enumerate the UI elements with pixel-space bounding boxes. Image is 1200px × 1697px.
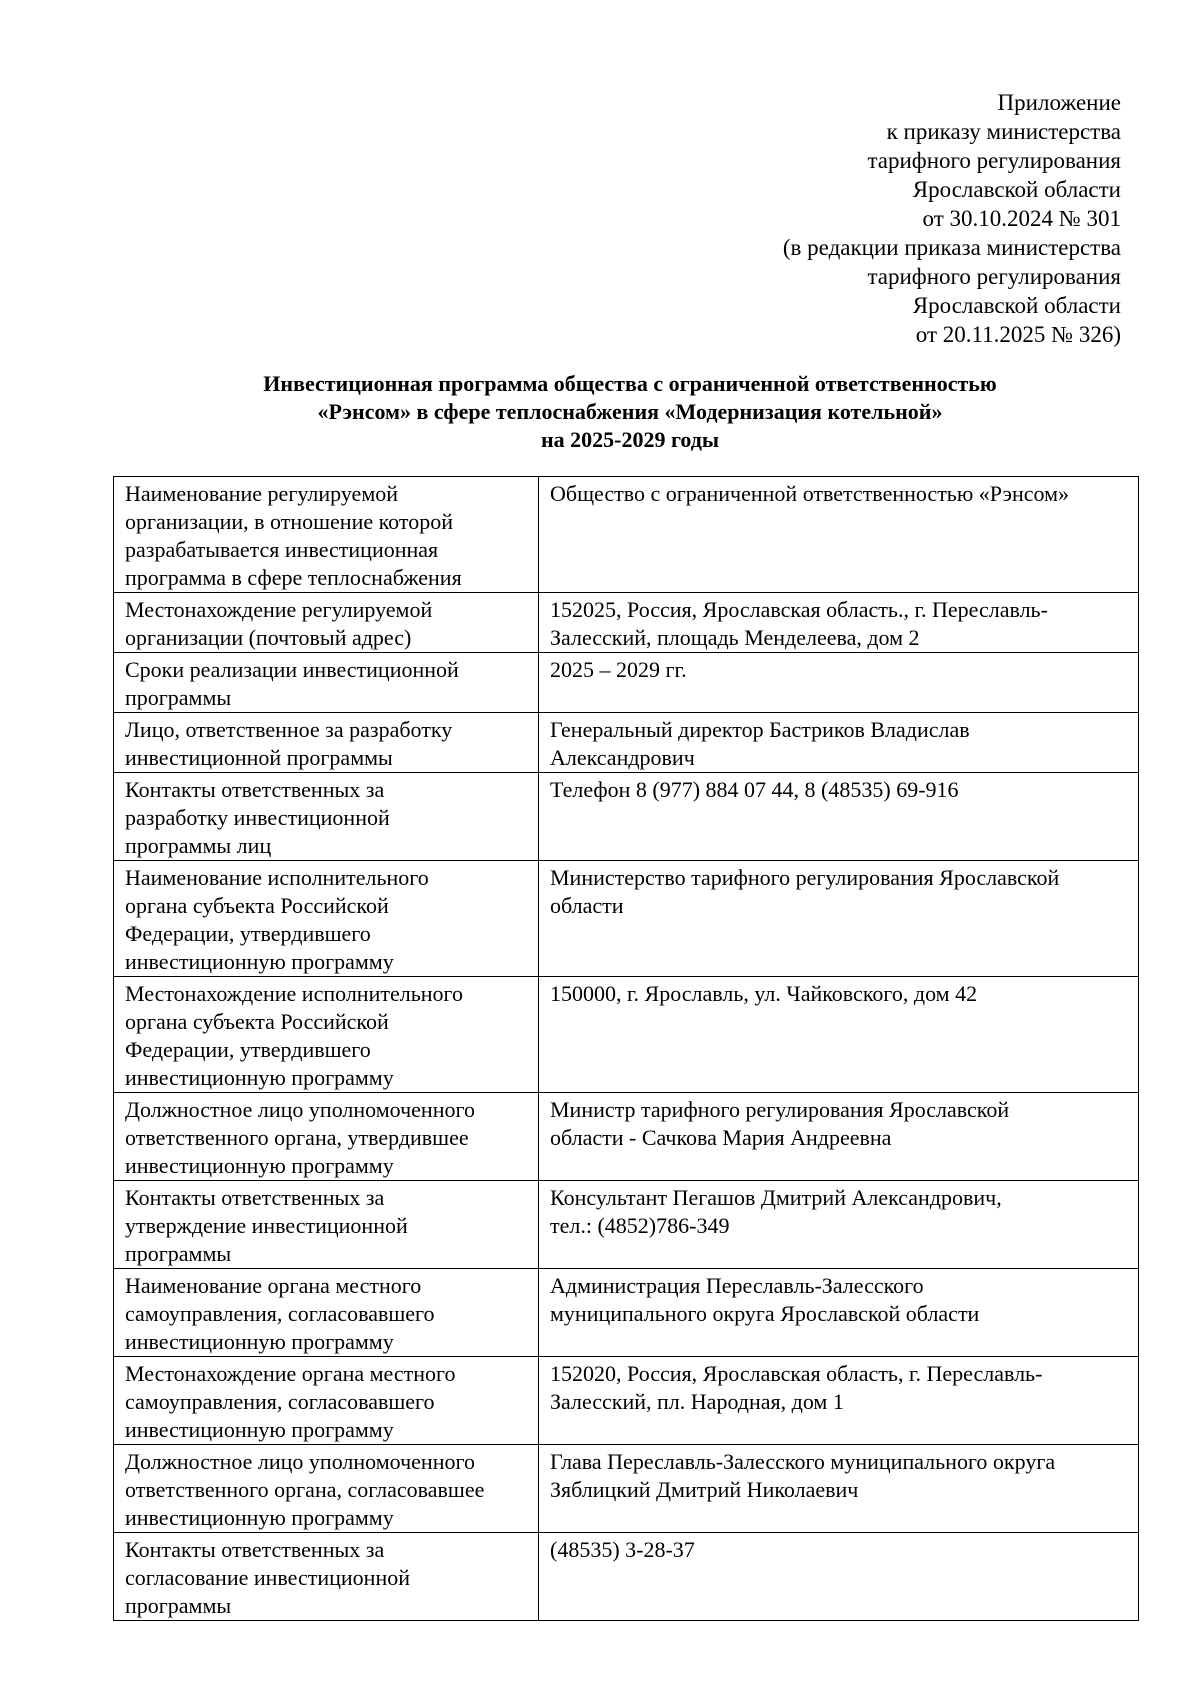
document-title (180, 370, 1080, 454)
row-value-cell (539, 1445, 1139, 1533)
appendix-line: (в редакции приказа министерства (782, 235, 1121, 260)
title-line: на 2025-2029 годы (540, 427, 720, 452)
table-row (114, 1357, 1139, 1445)
row-label-cell (114, 653, 539, 713)
row-label-cell (114, 713, 539, 773)
row-value-cell (539, 1269, 1139, 1357)
appendix-line: к приказу министерства (886, 119, 1121, 144)
row-label-cell (114, 1093, 539, 1181)
appendix-line: от 30.10.2024 № 301 (922, 206, 1121, 231)
table-row (114, 1269, 1139, 1357)
table-row (114, 713, 1139, 773)
table-row (114, 1445, 1139, 1533)
table-row (114, 1181, 1139, 1269)
appendix-line: Ярославской области (912, 177, 1121, 202)
row-value-cell (539, 773, 1139, 861)
row-label-cell (114, 1533, 539, 1621)
row-value-cell (539, 593, 1139, 653)
row-value: Консультант Пегашов Дмитрий Александрович, тел.: (4852)786-349 (550, 1185, 1002, 1238)
row-label-cell (114, 477, 539, 593)
row-value: 150000, г. Ярославль, ул. Чайковского, дом 42 (550, 981, 978, 1006)
table-row (114, 653, 1139, 713)
table-row (114, 977, 1139, 1093)
table-row (114, 477, 1139, 593)
row-value: Администрация Переславль-Залесского муниципального округа Ярославской области (550, 1273, 980, 1326)
row-value: Министр тарифного регулирования Ярославской области - Сачкова Мария Андреевна (550, 1097, 1010, 1150)
row-value: (48535) 3-28-37 (550, 1537, 695, 1562)
appendix-line: Приложение (997, 90, 1121, 115)
row-label: Контакты ответственных за утверждение инвестиционной программы (125, 1185, 408, 1266)
row-label: Контакты ответственных за согласование инвестиционной программы (125, 1537, 410, 1618)
row-label: Местонахождение органа местного самоуправления, согласовавшего инвестиционную программу (125, 1361, 456, 1442)
table-row (114, 593, 1139, 653)
row-label: Лицо, ответственное за разработку инвестиционной программы (125, 717, 453, 770)
row-value: Общество с ограниченной ответственностью «Рэнсом» (550, 481, 1070, 506)
row-label-cell (114, 861, 539, 977)
row-label-cell (114, 1357, 539, 1445)
row-value-cell (539, 1181, 1139, 1269)
row-label: Контакты ответственных за разработку инвестиционной программы лиц (125, 777, 390, 858)
row-value: Глава Переславль-Залесского муниципального округа Зяблицкий Дмитрий Николаевич (550, 1449, 1056, 1502)
table-row (114, 1093, 1139, 1181)
row-label-cell (114, 773, 539, 861)
row-label-cell (114, 1445, 539, 1533)
title-line: «Рэнсом» в сфере теплоснабжения «Модернизация котельной» (317, 399, 943, 424)
row-value: 152025, Россия, Ярославская область., г. Переславль- Залесский, площадь Менделеева, дом 2 (550, 597, 1048, 650)
row-value-cell (539, 713, 1139, 773)
row-value-cell (539, 1093, 1139, 1181)
program-info-table (113, 476, 1139, 1621)
table-row (114, 773, 1139, 861)
appendix-line: Ярославской области (912, 293, 1121, 318)
appendix-header (621, 88, 1121, 349)
row-value-cell (539, 1533, 1139, 1621)
row-label: Наименование исполнительного органа субъекта Российской Федерации, утвердившего инвестиционную программу (125, 865, 429, 974)
row-label-cell (114, 1181, 539, 1269)
row-label: Должностное лицо уполномоченного ответственного органа, утвердившее инвестиционную программу (125, 1097, 475, 1178)
row-value-cell (539, 477, 1139, 593)
appendix-line: от 20.11.2025 № 326) (915, 322, 1121, 347)
table-row (114, 1533, 1139, 1621)
row-label: Наименование регулируемой организации, в отношение которой разрабатывается инвестиционная программа в сфере теплоснабжения (125, 481, 462, 590)
row-label: Наименование органа местного самоуправления, согласовавшего инвестиционную программу (125, 1273, 435, 1354)
row-label: Местонахождение регулируемой организации (почтовый адрес) (125, 597, 433, 650)
row-value: 2025 – 2029 гг. (550, 657, 687, 682)
row-value-cell (539, 653, 1139, 713)
row-value: 152020, Россия, Ярославская область, г. Переславль- Залесский, пл. Народная, дом 1 (550, 1361, 1043, 1414)
row-value-cell (539, 1357, 1139, 1445)
row-value: Генеральный директор Бастриков Владислав Александрович (550, 717, 970, 770)
row-value: Телефон 8 (977) 884 07 44, 8 (48535) 69-916 (550, 777, 959, 802)
row-label: Местонахождение исполнительного органа субъекта Российской Федерации, утвердившего инвестиционную программу (125, 981, 463, 1090)
title-line: Инвестиционная программа общества с ограниченной ответственностью (263, 371, 997, 396)
appendix-line: тарифного регулирования (867, 148, 1121, 173)
row-value-cell (539, 977, 1139, 1093)
row-label-cell (114, 1269, 539, 1357)
appendix-line: тарифного регулирования (867, 264, 1121, 289)
row-label-cell (114, 593, 539, 653)
row-value: Министерство тарифного регулирования Ярославской области (550, 865, 1060, 918)
row-label-cell (114, 977, 539, 1093)
row-label: Сроки реализации инвестиционной программы (125, 657, 459, 710)
table-row (114, 861, 1139, 977)
row-label: Должностное лицо уполномоченного ответственного органа, согласовавшее инвестиционную программу (125, 1449, 485, 1530)
row-value-cell (539, 861, 1139, 977)
